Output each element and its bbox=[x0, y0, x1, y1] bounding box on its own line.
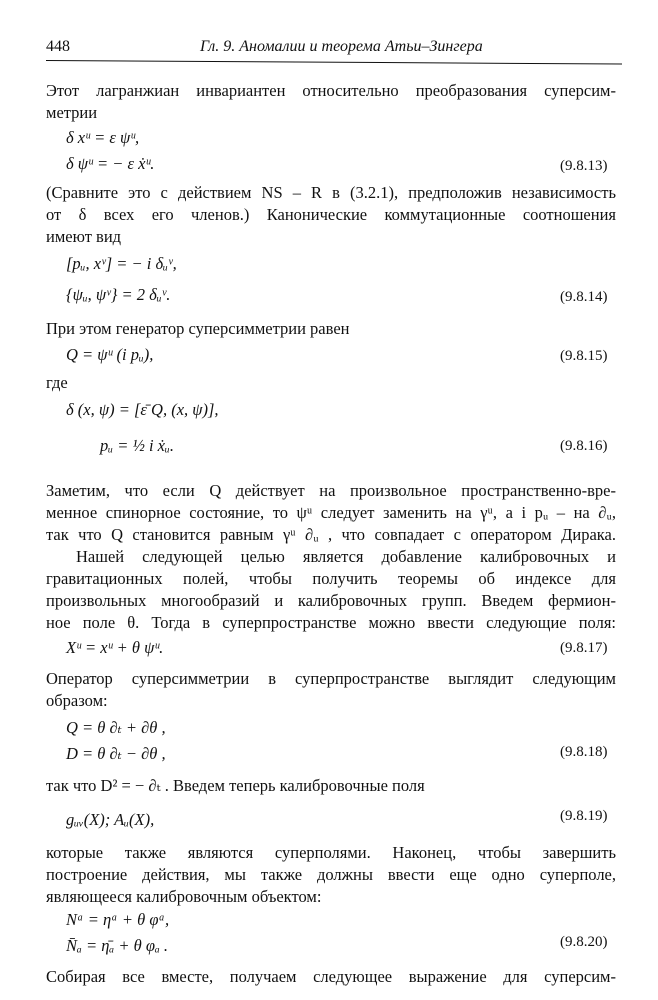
paragraph-line: произвольных многообразий и калибровочных групп. Введем фермион- bbox=[46, 591, 616, 610]
paragraph-line: Оператор суперсимметрии в суперпространстве выглядит следующим bbox=[46, 669, 616, 688]
paragraph-line: ное поле θ. Тогда в суперпространстве можно ввести следующие поля: bbox=[46, 613, 616, 632]
equation: Nᵃ = ηᵃ + θ φᵃ, bbox=[66, 910, 170, 929]
equation: [pᵤ, xᵛ] = − i δᵤᵛ, bbox=[66, 254, 177, 273]
equation: δ xᵘ = ε ψᵘ, bbox=[66, 128, 140, 147]
paragraph-line: которые также являются суперполями. Наконец, чтобы завершить bbox=[46, 843, 616, 862]
page-number: 448 bbox=[46, 38, 70, 55]
paragraph-line: Заметим, что если Q действует на произвольное пространственно-вре- bbox=[46, 481, 616, 500]
equation-number: (9.8.16) bbox=[560, 438, 608, 454]
equation: Q = ψᵘ (i pᵤ), bbox=[66, 345, 154, 364]
paragraph-line: Этот лагранжиан инвариантен относительно преобразования суперсим- bbox=[46, 81, 616, 100]
paragraph-line: При этом генератор суперсимметрии равен bbox=[46, 319, 350, 338]
equation: gᵤᵥ(X); Aᵤ(X), bbox=[66, 810, 155, 829]
paragraph-line: так что D² = − ∂ₜ . Введем теперь калибровочные поля bbox=[46, 776, 425, 795]
paragraph-line: метрии bbox=[46, 103, 98, 122]
equation-number: (9.8.15) bbox=[560, 348, 608, 364]
paragraph-line: где bbox=[46, 373, 68, 392]
paragraph-line: являющееся калибровочным объектом: bbox=[46, 887, 322, 906]
equation-number: (9.8.18) bbox=[560, 744, 608, 760]
paragraph-line: Нашей следующей целью является добавление калибровочных и bbox=[76, 547, 616, 566]
paragraph-line: построение действия, мы также должны ввести еще одно суперполе, bbox=[46, 865, 616, 884]
paragraph-line: (Сравните это с действием NS – R в (3.2.1), предположив независимость bbox=[46, 183, 616, 202]
equation: N̄ₐ = η̄ₐ + θ φₐ . bbox=[66, 936, 169, 955]
equation: D = θ ∂ₜ − ∂θ , bbox=[66, 744, 166, 763]
paragraph-line: Собирая все вместе, получаем следующее выражение для суперсим- bbox=[46, 967, 616, 986]
header-rule bbox=[46, 60, 622, 65]
equation: δ ψᵘ = − ε ẋᵘ. bbox=[66, 154, 155, 173]
paragraph-line: имеют вид bbox=[46, 227, 122, 246]
equation-number: (9.8.13) bbox=[560, 158, 608, 174]
equation-number: (9.8.19) bbox=[560, 808, 608, 824]
equation: pᵤ = ½ i ẋᵤ. bbox=[100, 436, 174, 455]
equation: Xᵘ = xᵘ + θ ψᵘ. bbox=[66, 638, 164, 657]
paragraph-line: образом: bbox=[46, 691, 108, 710]
paragraph-line: менное спинорное состояние, то ψᵘ следует заменить на γᵘ, а i pᵤ – на ∂ᵤ, bbox=[46, 503, 616, 522]
equation-number: (9.8.20) bbox=[560, 934, 608, 950]
paragraph-line: от δ всех его членов.) Канонические коммутационные соотношения bbox=[46, 205, 616, 224]
equation: {ψᵤ, ψᵛ} = 2 δᵤᵛ. bbox=[66, 285, 171, 304]
equation-number: (9.8.17) bbox=[560, 640, 608, 656]
paragraph-line: гравитационных полей, чтобы получить теоремы об индексе для bbox=[46, 569, 616, 588]
equation: δ (x, ψ) = [ε̄ Q, (x, ψ)], bbox=[66, 400, 219, 419]
paragraph-line: так что Q становится равным γᵘ ∂ᵤ , что совпадает с оператором Дирака. bbox=[46, 525, 616, 544]
equation-number: (9.8.14) bbox=[560, 289, 608, 305]
running-title: Гл. 9. Аномалии и теорема Атьи–Зингера bbox=[200, 38, 483, 55]
equation: Q = θ ∂ₜ + ∂θ , bbox=[66, 718, 166, 737]
